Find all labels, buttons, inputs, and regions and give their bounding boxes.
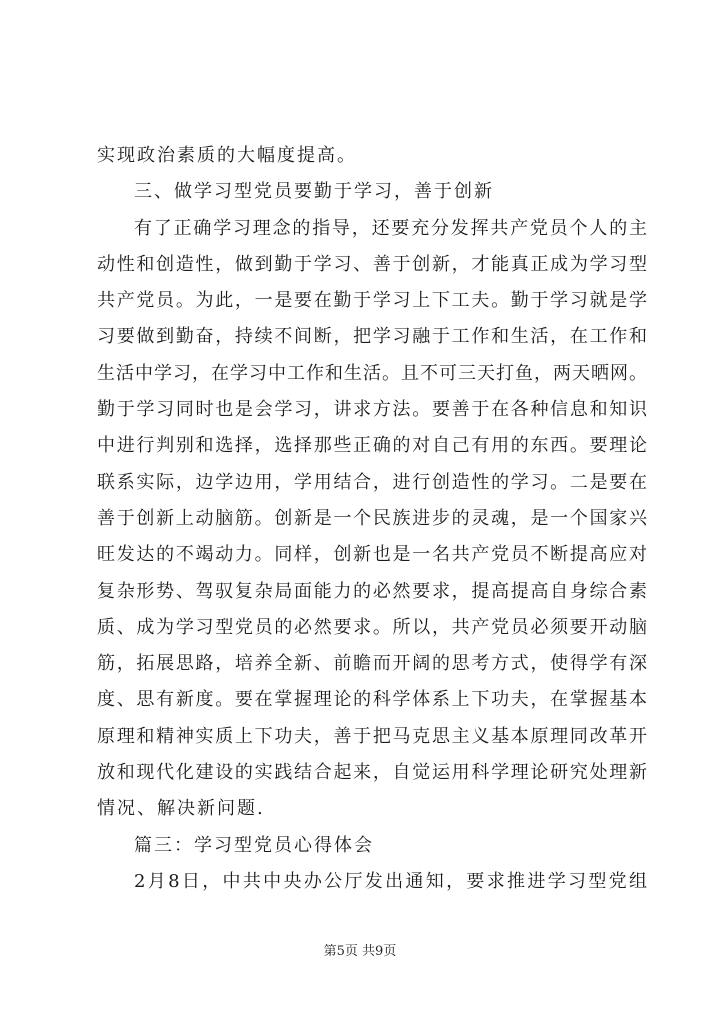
paragraph-line: 筋，拓展思路，培养全新、前瞻而开阔的思考方式，使得学有深	[97, 653, 647, 675]
paragraph-line: 生活中学习，在学习中工作和生活。且不可三天打鱼，两天晒网。	[97, 362, 647, 384]
paragraph-line: 中进行判别和选择，选择那些正确的对自己有用的东西。要理论	[97, 435, 647, 457]
paragraph-line: 动性和创造性，做到勤于学习、善于创新，才能真正成为学习型	[97, 253, 647, 275]
section-heading: 三、做学习型党员要勤于学习，善于创新	[134, 181, 494, 203]
paragraph-line: 度、思有新度。要在掌握理论的科学体系上下功夫，在掌握基本	[97, 689, 647, 711]
paragraph-line: 质、成为学习型党员的必然要求。所以，共产党员必须要开动脑	[97, 616, 647, 638]
paragraph-line: 联系实际，边学边用，学用结合，进行创造性的学习。二是要在	[97, 471, 647, 493]
paragraph-line: 勤于学习同时也是会学习，讲求方法。要善于在各种信息和知识	[97, 399, 647, 421]
page-number: 第5页 共9页	[323, 944, 397, 959]
section-heading: 篇三：学习型党员心得体会	[134, 834, 374, 856]
paragraph-line: 复杂形势、驾驭复杂局面能力的必然要求，提高提高自身综合素	[97, 580, 647, 602]
body-text	[97, 138, 647, 900]
paragraph-line: 旺发达的不竭动力。同样，创新也是一名共产党员不断提高应对	[97, 544, 647, 566]
paragraph-line: 善于创新上动脑筋。创新是一个民族进步的灵魂，是一个国家兴	[97, 507, 647, 529]
paragraph-line: 有了正确学习理念的指导，还要充分发挥共产党员个人的主	[134, 217, 647, 239]
paragraph-line: 放和现代化建设的实践结合起来，自觉运用科学理论研究处理新	[97, 762, 647, 784]
paragraph-line: 情况、解决新问题.	[97, 798, 265, 820]
paragraph-line: 2月8日，中共中央办公厅发出通知，要求推进学习型党组	[134, 870, 647, 892]
paragraph-line: 原理和精神实质上下功夫，善于把马克思主义基本原理同改革开	[97, 725, 647, 747]
paragraph-line: 共产党员。为此，一是要在勤于学习上下工夫。勤于学习就是学	[97, 290, 647, 312]
paragraph-line: 习要做到勤奋，持续不间断，把学习融于工作和生活，在工作和	[97, 326, 647, 348]
paragraph-line: 实现政治素质的大幅度提高。	[97, 145, 357, 166]
